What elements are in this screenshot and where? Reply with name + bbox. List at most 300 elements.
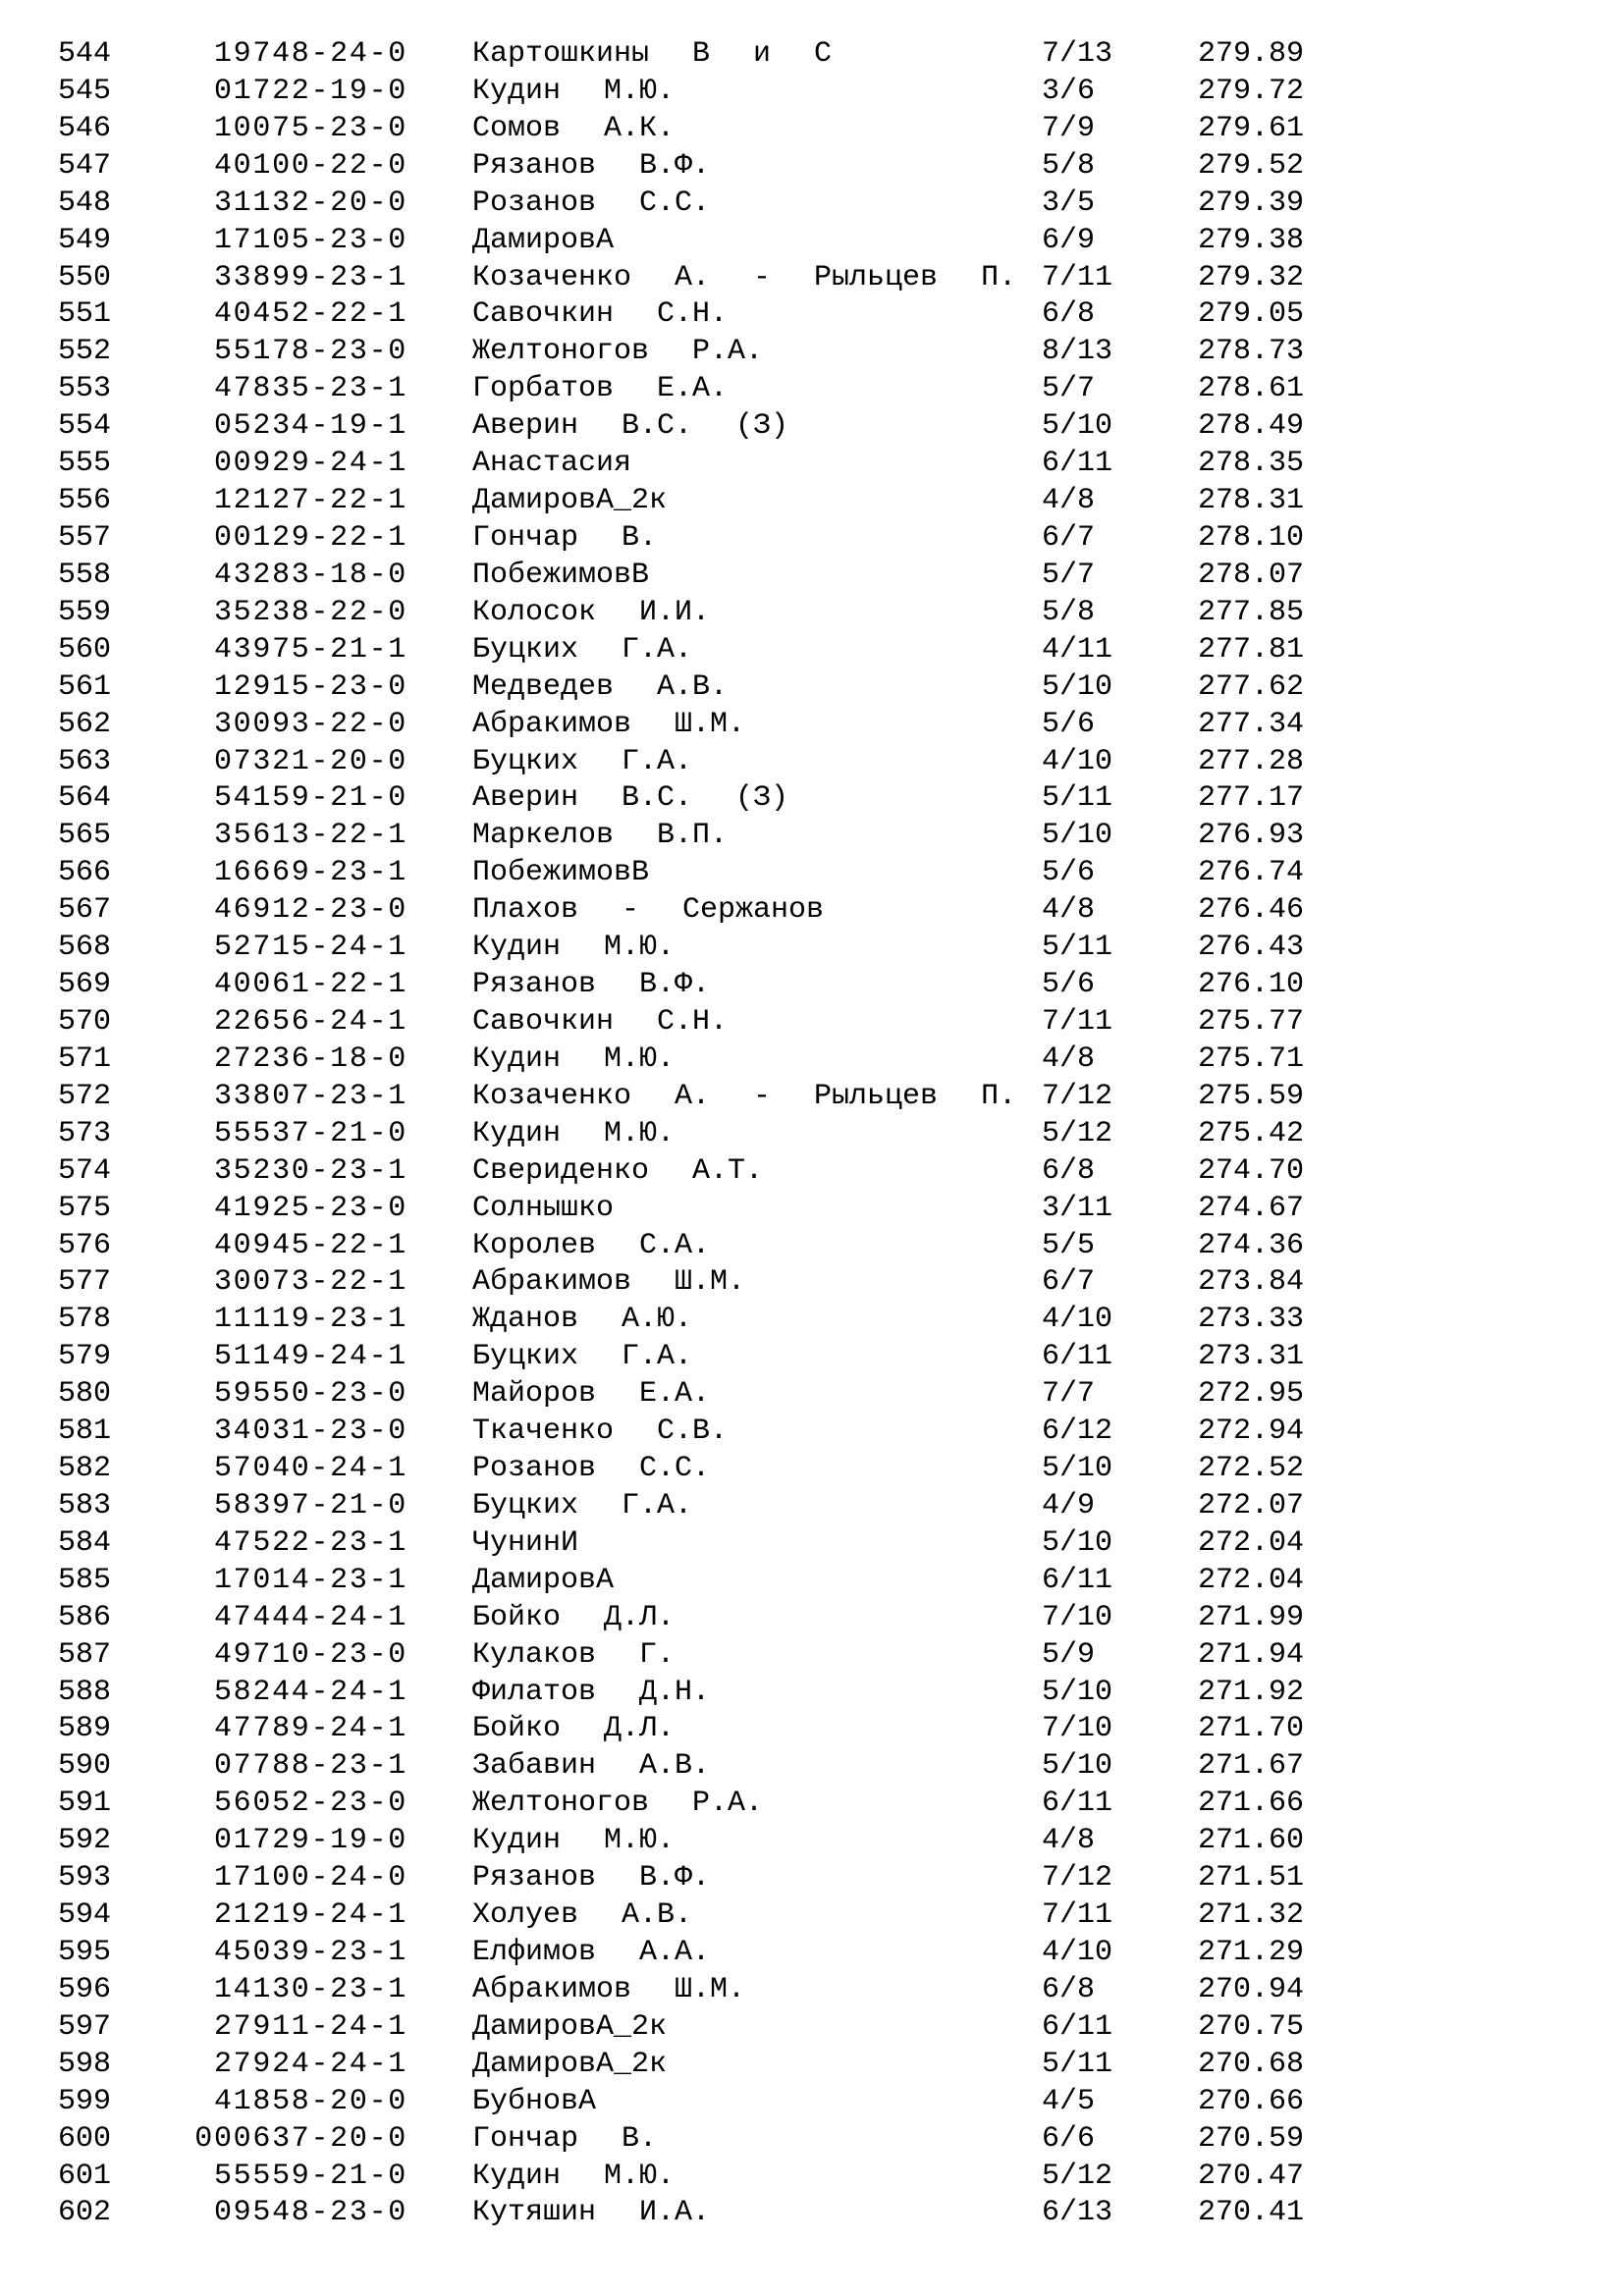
rank-cell: 568: [58, 931, 112, 965]
name-cell: ДамировА_2к: [472, 2047, 668, 2081]
name-cell: Кудин М.Ю.: [472, 931, 676, 965]
name-cell: Козаченко А. - Рыльцев П.: [472, 1079, 1017, 1113]
rank-cell: 559: [58, 595, 112, 629]
rank-cell: 595: [58, 1936, 112, 1970]
rating-cell: 277.28: [1198, 744, 1305, 778]
table-row: [58, 967, 1624, 1004]
score-cell: 8/13: [1042, 335, 1113, 369]
rank-cell: 585: [58, 1563, 112, 1597]
score-cell: 6/7: [1042, 1265, 1096, 1300]
score-cell: 5/11: [1042, 781, 1113, 816]
table-row: [58, 1228, 1624, 1265]
table-row: [58, 1637, 1624, 1675]
id-cell: 31132-20-0: [213, 186, 407, 220]
rank-cell: 602: [58, 2196, 112, 2230]
rank-cell: 562: [58, 707, 112, 741]
name-cell: Жданов А.Ю.: [472, 1303, 693, 1337]
rating-cell: 270.59: [1198, 2121, 1305, 2156]
name-cell: Королев С.А.: [472, 1228, 711, 1262]
rank-cell: 547: [58, 148, 112, 183]
name-cell: ДамировА: [472, 223, 615, 257]
rating-cell: 273.84: [1198, 1265, 1305, 1300]
table-row: [58, 1302, 1624, 1339]
id-cell: 34031-23-0: [213, 1415, 407, 1449]
name-cell: Гончар В.: [472, 520, 658, 555]
table-row: [58, 744, 1624, 781]
score-cell: 7/12: [1042, 1861, 1113, 1896]
id-cell: 10075-23-0: [213, 111, 407, 145]
rank-cell: 575: [58, 1191, 112, 1225]
name-cell: Абракимов Ш.М.: [472, 1265, 746, 1300]
rank-cell: 580: [58, 1377, 112, 1412]
rank-cell: 557: [58, 520, 112, 555]
rank-cell: 556: [58, 484, 112, 518]
rank-cell: 590: [58, 1749, 112, 1784]
table-row: [58, 483, 1624, 520]
name-cell: Забавин А.В.: [472, 1749, 711, 1784]
rank-cell: 599: [58, 2084, 112, 2118]
score-cell: 5/10: [1042, 819, 1113, 853]
score-cell: 7/11: [1042, 1004, 1113, 1039]
id-cell: 07788-23-1: [213, 1749, 407, 1784]
table-row: [58, 2159, 1624, 2196]
name-cell: Плахов - Сержанов: [472, 893, 825, 928]
name-cell: Кудин М.Ю.: [472, 74, 676, 108]
table-row: [58, 558, 1624, 595]
rank-cell: 592: [58, 1824, 112, 1858]
score-cell: 5/6: [1042, 968, 1096, 1002]
name-cell: ДамировА_2к: [472, 484, 668, 518]
id-cell: 43283-18-0: [213, 558, 407, 592]
name-cell: Филатов Д.Н.: [472, 1675, 711, 1709]
rating-cell: 275.42: [1198, 1116, 1305, 1150]
id-cell: 47835-23-1: [213, 372, 407, 406]
table-row: [58, 1339, 1624, 1376]
rank-cell: 579: [58, 1340, 112, 1374]
name-cell: Буцких Г.А.: [472, 1488, 693, 1522]
id-cell: 54159-21-0: [213, 781, 407, 816]
table-row: [58, 2047, 1624, 2084]
rank-cell: 577: [58, 1265, 112, 1300]
score-cell: 7/10: [1042, 1712, 1113, 1746]
table-row: [58, 1897, 1624, 1935]
name-cell: Савочкин С.Н.: [472, 297, 729, 332]
id-cell: 000637-20-0: [194, 2121, 407, 2156]
rating-cell: 278.49: [1198, 409, 1305, 444]
score-cell: 3/5: [1042, 186, 1096, 220]
table-row: [58, 1191, 1624, 1228]
id-cell: 17014-23-1: [213, 1563, 407, 1597]
id-cell: 43975-21-1: [213, 632, 407, 667]
rating-cell: 279.72: [1198, 74, 1305, 108]
name-cell: Анастасия: [472, 447, 632, 481]
rank-cell: 563: [58, 744, 112, 778]
score-cell: 6/8: [1042, 1153, 1096, 1188]
id-cell: 17100-24-0: [213, 1861, 407, 1896]
rank-cell: 567: [58, 893, 112, 928]
rank-cell: 544: [58, 37, 112, 71]
score-cell: 5/6: [1042, 707, 1096, 741]
id-cell: 47522-23-1: [213, 1525, 407, 1560]
name-cell: Майоров Е.А.: [472, 1377, 711, 1412]
score-cell: 7/11: [1042, 260, 1113, 294]
rank-cell: 565: [58, 819, 112, 853]
table-row: [58, 36, 1624, 74]
table-row: [58, 223, 1624, 260]
rating-cell: 271.94: [1198, 1637, 1305, 1672]
rating-cell: 276.43: [1198, 931, 1305, 965]
table-row: [58, 408, 1624, 446]
table-row: [58, 111, 1624, 148]
rating-cell: 274.70: [1198, 1153, 1305, 1188]
name-cell: Бойко Д.Л.: [472, 1712, 676, 1746]
rating-cell: 274.67: [1198, 1191, 1305, 1225]
score-cell: 5/10: [1042, 409, 1113, 444]
name-cell: Рязанов В.Ф.: [472, 148, 711, 183]
rating-cell: 278.07: [1198, 558, 1305, 592]
score-cell: 6/11: [1042, 1340, 1113, 1374]
table-row: [58, 1600, 1624, 1637]
rating-cell: 271.99: [1198, 1600, 1305, 1634]
name-cell: Абракимов Ш.М.: [472, 707, 746, 741]
rating-cell: 278.10: [1198, 520, 1305, 555]
id-cell: 40061-22-1: [213, 968, 407, 1002]
score-cell: 5/6: [1042, 856, 1096, 890]
score-cell: 6/11: [1042, 1563, 1113, 1597]
rating-cell: 270.75: [1198, 2009, 1305, 2044]
id-cell: 35238-22-0: [213, 595, 407, 629]
rating-cell: 270.41: [1198, 2196, 1305, 2230]
table-row: [58, 930, 1624, 967]
rating-cell: 270.94: [1198, 1972, 1305, 2006]
table-row: [58, 1860, 1624, 1897]
rating-cell: 279.39: [1198, 186, 1305, 220]
score-cell: 5/5: [1042, 1228, 1096, 1262]
table-row: [58, 446, 1624, 483]
id-cell: 40945-22-1: [213, 1228, 407, 1262]
name-cell: Холуев А.В.: [472, 1898, 693, 1933]
score-cell: 4/8: [1042, 1824, 1096, 1858]
name-cell: ПобежимовВ: [472, 856, 650, 890]
score-cell: 4/8: [1042, 1041, 1096, 1076]
score-cell: 3/6: [1042, 74, 1096, 108]
name-cell: Аверин В.С. (З): [472, 781, 789, 816]
rating-cell: 276.46: [1198, 893, 1305, 928]
score-cell: 6/12: [1042, 1415, 1113, 1449]
id-cell: 41858-20-0: [213, 2084, 407, 2118]
score-cell: 4/10: [1042, 1936, 1113, 1970]
rating-cell: 271.92: [1198, 1675, 1305, 1709]
name-cell: Маркелов В.П.: [472, 819, 729, 853]
score-cell: 5/8: [1042, 595, 1096, 629]
id-cell: 33807-23-1: [213, 1079, 407, 1113]
score-cell: 7/11: [1042, 1898, 1113, 1933]
rating-cell: 277.34: [1198, 707, 1305, 741]
name-cell: Картошкины В и С: [472, 37, 833, 71]
table-row: [58, 669, 1624, 707]
rank-cell: 566: [58, 856, 112, 890]
rating-cell: 279.05: [1198, 297, 1305, 332]
table-row: [58, 296, 1624, 334]
score-cell: 5/7: [1042, 372, 1096, 406]
table-row: [58, 1041, 1624, 1079]
rating-cell: 273.33: [1198, 1303, 1305, 1337]
table-row: [58, 1748, 1624, 1786]
rank-cell: 586: [58, 1600, 112, 1634]
id-cell: 00129-22-1: [213, 520, 407, 555]
score-cell: 4/10: [1042, 1303, 1113, 1337]
name-cell: БубновА: [472, 2084, 597, 2118]
table-row: [58, 520, 1624, 558]
table-row: [58, 1563, 1624, 1600]
table-row: [58, 632, 1624, 669]
score-cell: 5/10: [1042, 1749, 1113, 1784]
id-cell: 51149-24-1: [213, 1340, 407, 1374]
rating-cell: 277.81: [1198, 632, 1305, 667]
rank-cell: 581: [58, 1415, 112, 1449]
name-cell: Розанов С.С.: [472, 186, 711, 220]
table-row: [58, 334, 1624, 371]
rank-cell: 594: [58, 1898, 112, 1933]
rating-cell: 279.38: [1198, 223, 1305, 257]
name-cell: Бойко Д.Л.: [472, 1600, 676, 1634]
score-cell: 6/11: [1042, 1787, 1113, 1821]
score-cell: 4/11: [1042, 632, 1113, 667]
rating-cell: 277.62: [1198, 669, 1305, 704]
table-row: [58, 892, 1624, 930]
score-cell: 4/5: [1042, 2084, 1096, 2118]
rating-cell: 272.07: [1198, 1488, 1305, 1522]
score-cell: 6/7: [1042, 520, 1096, 555]
rank-cell: 572: [58, 1079, 112, 1113]
name-cell: ДамировА_2к: [472, 2009, 668, 2044]
table-row: [58, 818, 1624, 855]
table-row: [58, 260, 1624, 297]
rank-cell: 552: [58, 335, 112, 369]
id-cell: 30093-22-0: [213, 707, 407, 741]
table-row: [58, 1414, 1624, 1451]
rating-cell: 275.71: [1198, 1041, 1305, 1076]
score-cell: 4/8: [1042, 484, 1096, 518]
rank-cell: 584: [58, 1525, 112, 1560]
score-cell: 5/10: [1042, 1675, 1113, 1709]
id-cell: 52715-24-1: [213, 931, 407, 965]
rank-cell: 548: [58, 186, 112, 220]
id-cell: 59550-23-0: [213, 1377, 407, 1412]
table-row: [58, 2009, 1624, 2047]
rank-cell: 551: [58, 297, 112, 332]
table-row: [58, 1004, 1624, 1041]
score-cell: 6/13: [1042, 2196, 1113, 2230]
name-cell: Аверин В.С. (З): [472, 409, 789, 444]
score-cell: 7/9: [1042, 111, 1096, 145]
name-cell: Рязанов В.Ф.: [472, 968, 711, 1002]
name-cell: Кутяшин И.А.: [472, 2196, 711, 2230]
rank-cell: 546: [58, 111, 112, 145]
table-row: [58, 1079, 1624, 1116]
rating-cell: 278.31: [1198, 484, 1305, 518]
rating-cell: 272.04: [1198, 1563, 1305, 1597]
id-cell: 30073-22-1: [213, 1265, 407, 1300]
score-cell: 4/10: [1042, 744, 1113, 778]
score-cell: 5/12: [1042, 2159, 1113, 2193]
table-row: [58, 2084, 1624, 2121]
name-cell: Медведев А.В.: [472, 669, 729, 704]
id-cell: 47789-24-1: [213, 1712, 407, 1746]
name-cell: Буцких Г.А.: [472, 1340, 693, 1374]
rank-cell: 598: [58, 2047, 112, 2081]
score-cell: 7/13: [1042, 37, 1113, 71]
rating-cell: 272.04: [1198, 1525, 1305, 1560]
rating-cell: 274.36: [1198, 1228, 1305, 1262]
id-cell: 33899-23-1: [213, 260, 407, 294]
rating-cell: 272.95: [1198, 1377, 1305, 1412]
rank-cell: 570: [58, 1004, 112, 1039]
rank-cell: 554: [58, 409, 112, 444]
table-row: [58, 1972, 1624, 2009]
rating-cell: 272.94: [1198, 1415, 1305, 1449]
table-row: [58, 595, 1624, 632]
id-cell: 07321-20-0: [213, 744, 407, 778]
table-row: [58, 1116, 1624, 1153]
name-cell: Солнышко: [472, 1191, 615, 1225]
score-cell: 5/12: [1042, 1116, 1113, 1150]
name-cell: Гончар В.: [472, 2121, 658, 2156]
score-cell: 6/9: [1042, 223, 1096, 257]
rank-cell: 600: [58, 2121, 112, 2156]
score-cell: 5/10: [1042, 669, 1113, 704]
name-cell: Абракимов Ш.М.: [472, 1972, 746, 2006]
rank-cell: 560: [58, 632, 112, 667]
rank-cell: 571: [58, 1041, 112, 1076]
score-cell: 7/10: [1042, 1600, 1113, 1634]
name-cell: ПобежимовВ: [472, 558, 650, 592]
table-row: [58, 148, 1624, 186]
table-row: [58, 1451, 1624, 1488]
score-cell: 5/11: [1042, 931, 1113, 965]
id-cell: 35230-23-1: [213, 1153, 407, 1188]
name-cell: Сомов А.К.: [472, 111, 676, 145]
rank-cell: 597: [58, 2009, 112, 2044]
name-cell: Ткаченко С.В.: [472, 1415, 729, 1449]
table-row: [58, 1823, 1624, 1860]
rank-cell: 601: [58, 2159, 112, 2193]
id-cell: 47444-24-1: [213, 1600, 407, 1634]
id-cell: 11119-23-1: [213, 1303, 407, 1337]
score-cell: 6/6: [1042, 2121, 1096, 2156]
name-cell: Кудин М.Ю.: [472, 2159, 676, 2193]
rank-cell: 545: [58, 74, 112, 108]
table-row: [58, 1525, 1624, 1563]
score-cell: 7/7: [1042, 1377, 1096, 1412]
rating-cell: 271.51: [1198, 1861, 1305, 1896]
id-cell: 12127-22-1: [213, 484, 407, 518]
id-cell: 58244-24-1: [213, 1675, 407, 1709]
table-row: [58, 1264, 1624, 1302]
name-cell: Свериденко А.Т.: [472, 1153, 764, 1188]
table-row: [58, 1711, 1624, 1748]
name-cell: Елфимов А.А.: [472, 1936, 711, 1970]
score-cell: 5/7: [1042, 558, 1096, 592]
table-row: [58, 1786, 1624, 1823]
rating-cell: 272.52: [1198, 1452, 1305, 1486]
name-cell: Желтоногов Р.А.: [472, 1787, 764, 1821]
id-cell: 09548-23-0: [213, 2196, 407, 2230]
rank-cell: 589: [58, 1712, 112, 1746]
rating-cell: 271.70: [1198, 1712, 1305, 1746]
rank-cell: 587: [58, 1637, 112, 1672]
name-cell: Желтоногов Р.А.: [472, 335, 764, 369]
id-cell: 55178-23-0: [213, 335, 407, 369]
rating-cell: 271.32: [1198, 1898, 1305, 1933]
id-cell: 16669-23-1: [213, 856, 407, 890]
rank-cell: 574: [58, 1153, 112, 1188]
score-cell: 6/8: [1042, 297, 1096, 332]
rank-cell: 578: [58, 1303, 112, 1337]
rank-cell: 558: [58, 558, 112, 592]
rating-cell: 277.85: [1198, 595, 1305, 629]
name-cell: Буцких Г.А.: [472, 744, 693, 778]
rating-cell: 270.66: [1198, 2084, 1305, 2118]
name-cell: Рязанов В.Ф.: [472, 1861, 711, 1896]
score-cell: 5/9: [1042, 1637, 1096, 1672]
score-cell: 5/11: [1042, 2047, 1113, 2081]
table-row: [58, 1376, 1624, 1414]
rank-cell: 555: [58, 447, 112, 481]
score-cell: 6/11: [1042, 447, 1113, 481]
rating-cell: 275.77: [1198, 1004, 1305, 1039]
table-row: [58, 1488, 1624, 1525]
table-row: [58, 371, 1624, 408]
rank-cell: 583: [58, 1488, 112, 1522]
rating-cell: 271.67: [1198, 1749, 1305, 1784]
rank-cell: 569: [58, 968, 112, 1002]
id-cell: 17105-23-0: [213, 223, 407, 257]
id-cell: 21219-24-1: [213, 1898, 407, 1933]
id-cell: 56052-23-0: [213, 1787, 407, 1821]
rank-cell: 549: [58, 223, 112, 257]
score-cell: 5/8: [1042, 148, 1096, 183]
rating-cell: 276.74: [1198, 856, 1305, 890]
id-cell: 12915-23-0: [213, 669, 407, 704]
name-cell: Кудин М.Ю.: [472, 1824, 676, 1858]
table-row: [58, 1153, 1624, 1191]
id-cell: 27236-18-0: [213, 1041, 407, 1076]
name-cell: Буцких Г.А.: [472, 632, 693, 667]
id-cell: 14130-23-1: [213, 1972, 407, 2006]
id-cell: 41925-23-0: [213, 1191, 407, 1225]
name-cell: Кудин М.Ю.: [472, 1041, 676, 1076]
rating-cell: 279.32: [1198, 260, 1305, 294]
name-cell: ДамировА: [472, 1563, 615, 1597]
rank-cell: 576: [58, 1228, 112, 1262]
rating-cell: 276.93: [1198, 819, 1305, 853]
table-row: [58, 74, 1624, 111]
table-row: [58, 707, 1624, 744]
rating-cell: 279.52: [1198, 148, 1305, 183]
id-cell: 49710-23-0: [213, 1637, 407, 1672]
name-cell: Савочкин С.Н.: [472, 1004, 729, 1039]
table-row: [58, 186, 1624, 223]
rank-cell: 596: [58, 1972, 112, 2006]
id-cell: 40452-22-1: [213, 297, 407, 332]
id-cell: 27924-24-1: [213, 2047, 407, 2081]
table-row: [58, 855, 1624, 892]
rank-cell: 591: [58, 1787, 112, 1821]
id-cell: 22656-24-1: [213, 1004, 407, 1039]
rating-cell: 279.89: [1198, 37, 1305, 71]
rating-cell: 271.66: [1198, 1787, 1305, 1821]
